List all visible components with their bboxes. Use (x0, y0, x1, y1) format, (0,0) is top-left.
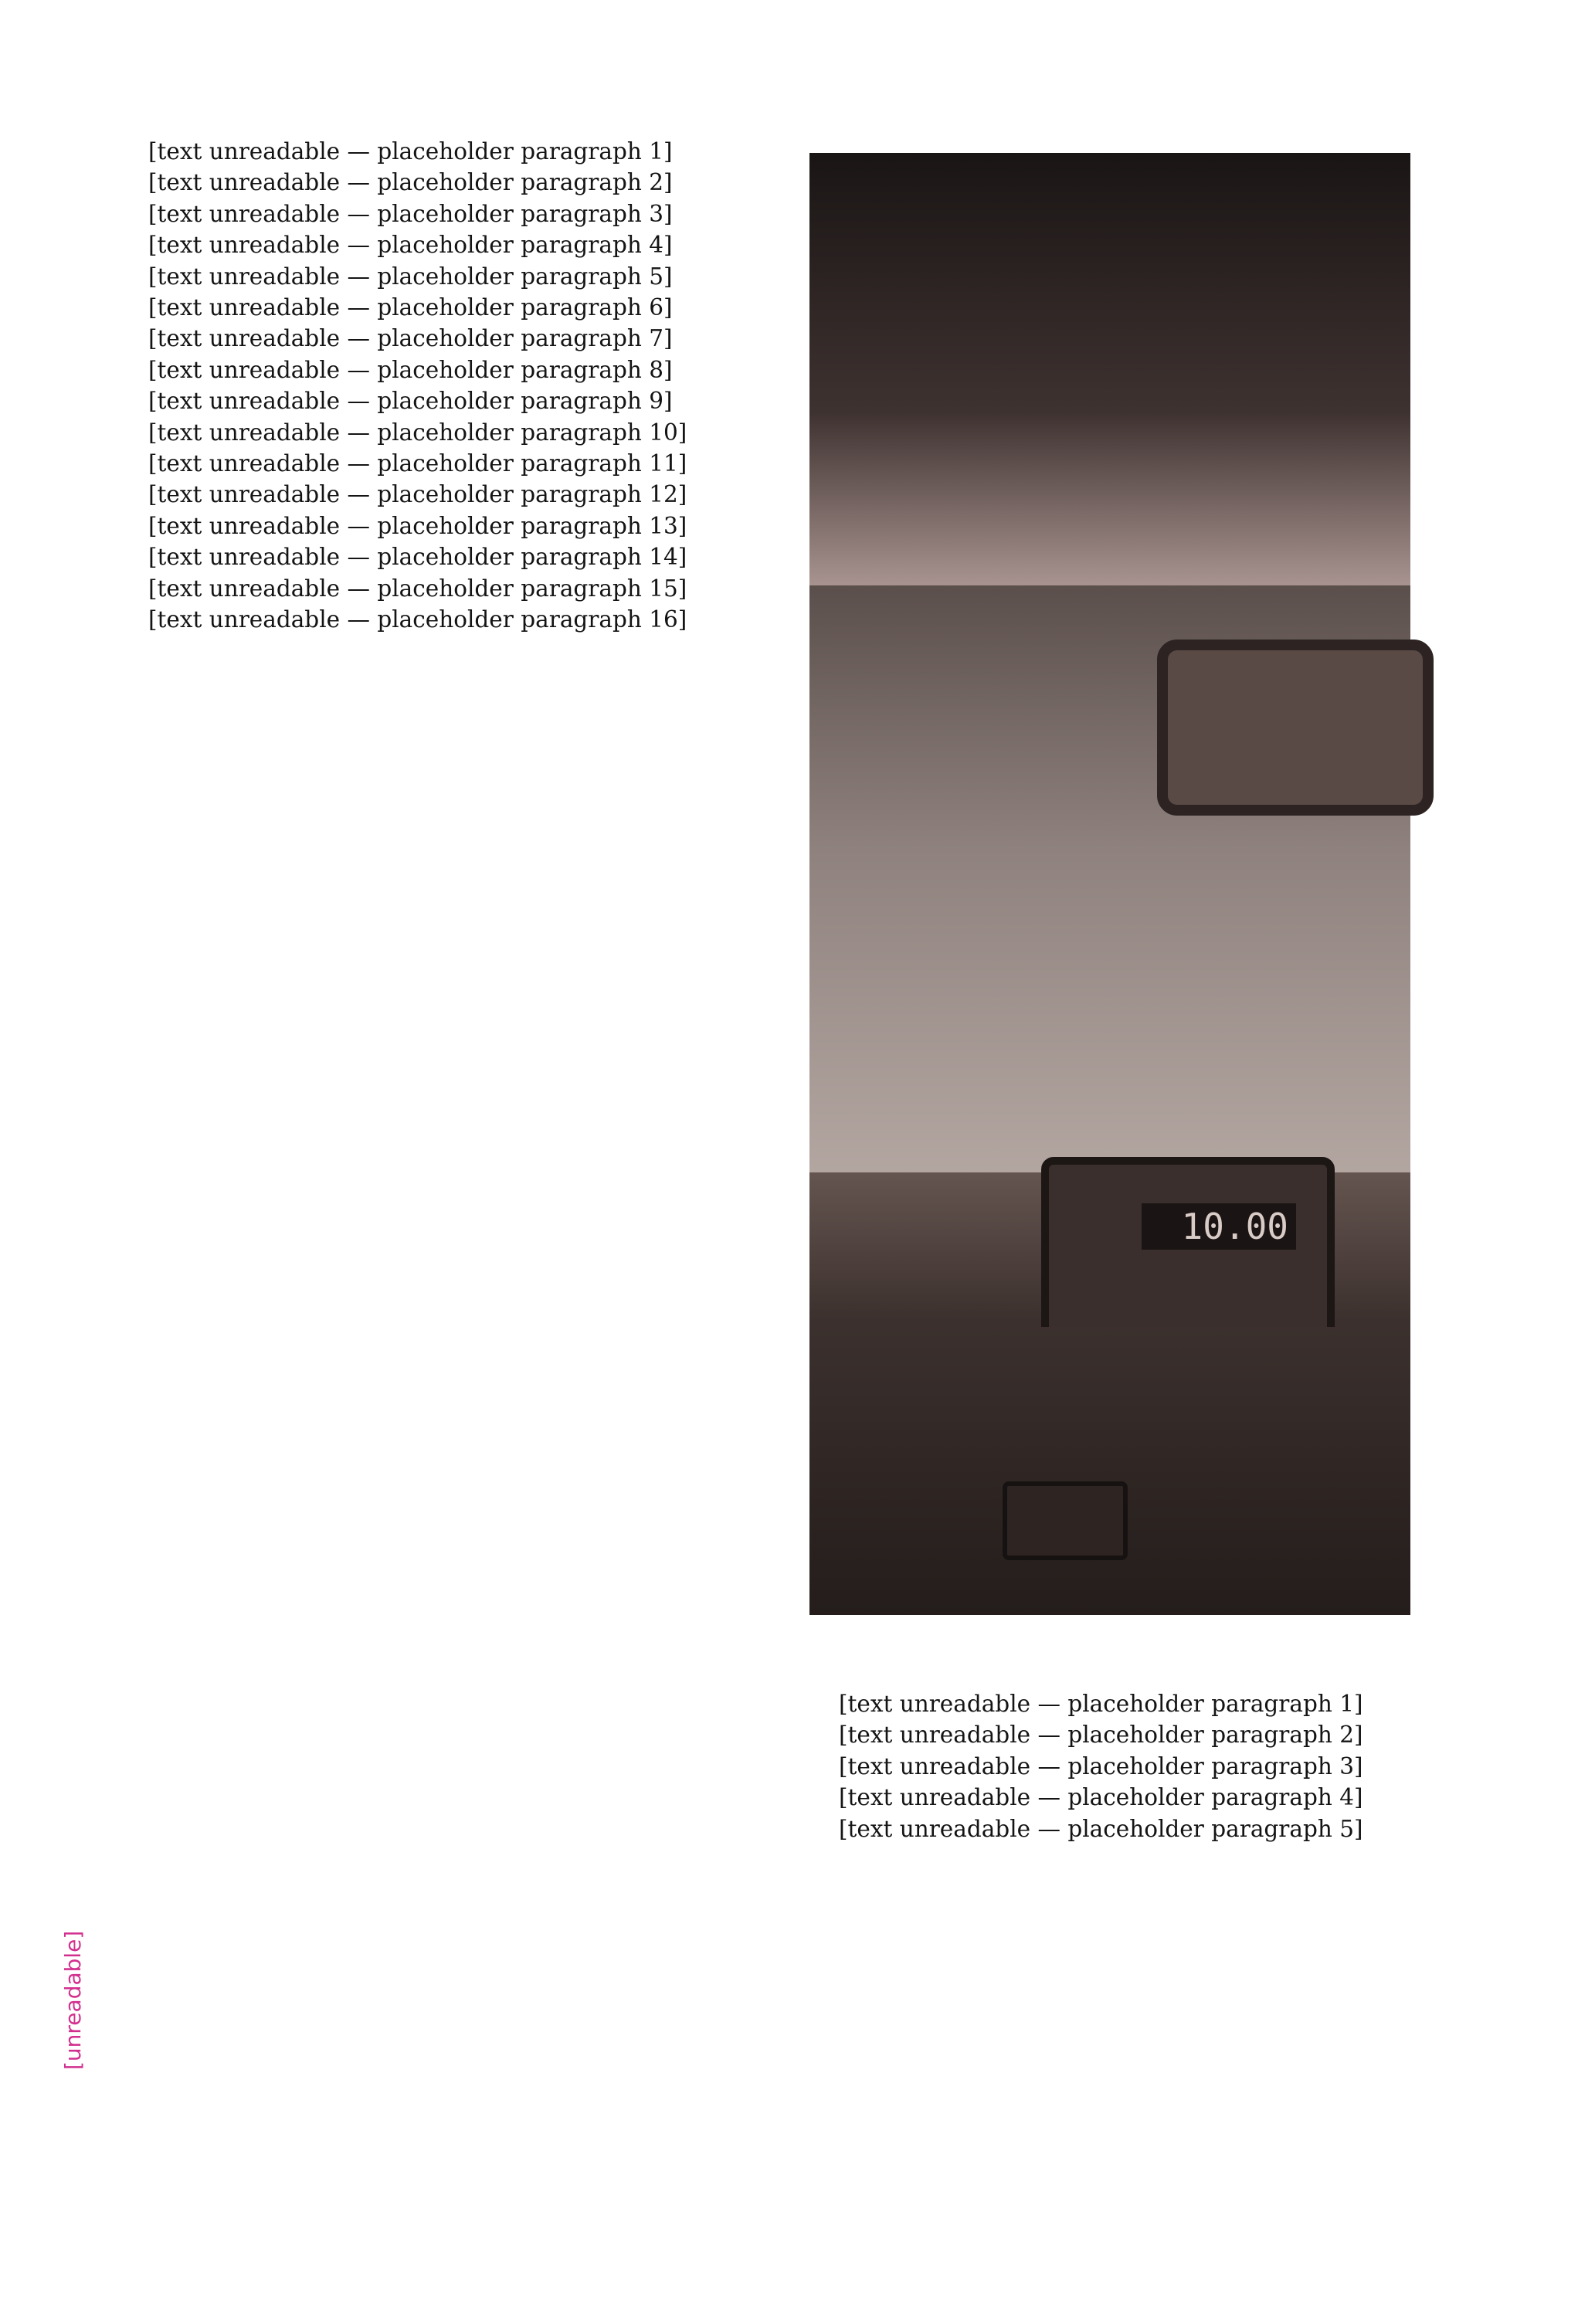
taxi-dashboard-photo (809, 153, 1410, 1615)
paragraph: [text unreadable — placeholder paragraph 4] (839, 1784, 1363, 1811)
paragraph: [text unreadable — placeholder paragraph 2] (148, 169, 673, 196)
paragraph: [text unreadable — placeholder paragraph 2] (839, 1722, 1363, 1749)
paragraph: [text unreadable — placeholder paragraph 6] (148, 294, 673, 321)
paragraph: [text unreadable — placeholder paragraph 15] (148, 575, 687, 602)
paragraph: [text unreadable — placeholder paragraph 7] (148, 325, 673, 352)
paragraph: [text unreadable — placeholder paragraph 3] (148, 200, 673, 227)
paragraph: [text unreadable — placeholder paragraph 12] (148, 481, 687, 508)
left-text-column (117, 136, 735, 636)
rearview-mirror (1157, 640, 1434, 816)
car-roof (809, 153, 1410, 585)
dashboard (809, 1327, 1410, 1615)
paragraph: [text unreadable — placeholder paragraph 1] (839, 1691, 1363, 1717)
paragraph: [text unreadable — placeholder paragraph 10] (148, 419, 687, 446)
paragraph: [text unreadable — placeholder paragraph 3] (839, 1752, 1363, 1779)
right-text-column (808, 1688, 1410, 1844)
paragraph: [text unreadable — placeholder paragraph 14] (148, 544, 687, 571)
paragraph: [text unreadable — placeholder paragraph 13] (148, 512, 687, 539)
paragraph: [text unreadable — placeholder paragraph 5] (148, 263, 673, 290)
paragraph: [text unreadable — placeholder paragraph 9] (148, 388, 673, 415)
dashboard-clock (1003, 1481, 1128, 1560)
paragraph: [text unreadable — placeholder paragraph 16] (148, 606, 687, 633)
paragraph: [text unreadable — placeholder paragraph 8] (148, 356, 673, 383)
paragraph: [text unreadable — placeholder paragraph 11] (148, 450, 687, 477)
paragraph: [text unreadable — placeholder paragraph 1] (148, 138, 673, 165)
page-folio: [unreadable] (60, 1930, 86, 2070)
paragraph: [text unreadable — placeholder paragraph 4] (148, 232, 673, 259)
meter-display: 10.00 (1142, 1203, 1296, 1250)
taxi-meter (1041, 1157, 1335, 1342)
paragraph: [text unreadable — placeholder paragraph 5] (839, 1815, 1363, 1842)
